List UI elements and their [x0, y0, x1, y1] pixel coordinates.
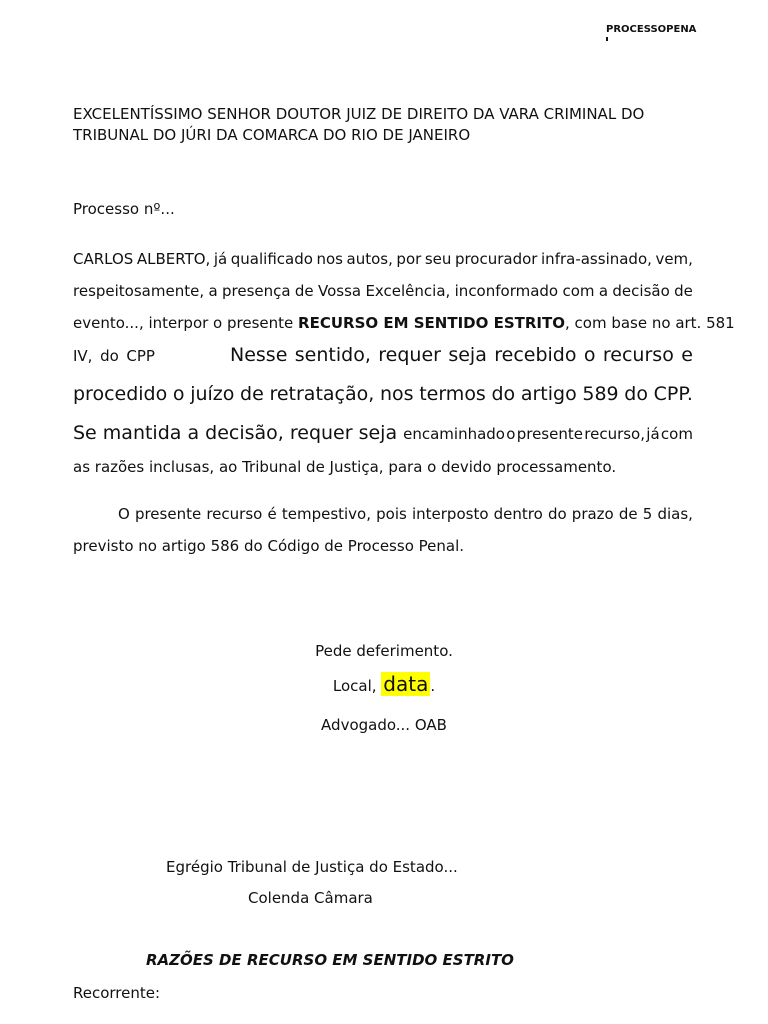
- word: juízo: [190, 383, 235, 405]
- word: retratação,: [269, 383, 375, 405]
- word: seja: [448, 344, 487, 366]
- razoes-title: RAZÕES DE RECURSO EM SENTIDO ESTRITO: [146, 951, 514, 969]
- word: Excelência,: [365, 282, 451, 300]
- line-6-big: Se mantida a decisão, requer seja: [73, 422, 398, 444]
- word: tempestivo,: [281, 505, 372, 523]
- word: artigo: [520, 383, 577, 405]
- paragraph-1-line-1: [73, 248, 693, 280]
- paragraph-2-line-2: previsto no artigo 586 do Código de Processo Penal.: [73, 537, 465, 555]
- word: prazo: [571, 505, 614, 523]
- word: CPP.: [653, 383, 693, 405]
- word: pois: [376, 505, 407, 523]
- local-label: Local,: [332, 677, 377, 695]
- word: dentro: [493, 505, 543, 523]
- word: Nesse: [230, 344, 288, 366]
- word: é: [267, 505, 277, 523]
- word: recurso: [206, 505, 263, 523]
- header-mark-tick: [606, 37, 608, 41]
- word: decisão: [612, 282, 670, 300]
- word: sentido,: [294, 344, 371, 366]
- camara-heading: Colenda Câmara: [248, 889, 373, 907]
- word: infra-assinado,: [541, 250, 652, 268]
- line-4-small: [73, 347, 155, 365]
- word: qualificado: [230, 250, 313, 268]
- line-3-text: evento..., interpor o presente: [73, 314, 294, 332]
- paragraph-1: [73, 248, 735, 344]
- word: com: [660, 425, 693, 443]
- word: procedido: [73, 383, 168, 405]
- word: ALBERTO,: [136, 250, 211, 268]
- pede-deferimento: Pede deferimento.: [315, 642, 453, 660]
- tribunal-heading: Egrégio Tribunal de Justiça do Estado...: [166, 858, 458, 876]
- word: interposto: [411, 505, 489, 523]
- word: nos: [379, 383, 414, 405]
- addressee-line-2: TRIBUNAL DO JÚRI DA COMARCA DO RIO DE JANEIRO: [73, 126, 471, 144]
- paragraph-1-line-4: [73, 344, 693, 366]
- word: presente: [134, 505, 202, 523]
- word: do: [547, 505, 567, 523]
- recorrente-label: Recorrente:: [73, 984, 161, 1002]
- word: respeitosamente,: [73, 282, 205, 300]
- addressee-line-1: EXCELENTÍSSIMO SENHOR DOUTOR JUIZ DE DIREITO DA VARA CRIMINAL DO: [73, 105, 645, 123]
- word: CARLOS: [73, 250, 134, 268]
- word: Vossa: [318, 282, 362, 300]
- word: inconformado: [454, 282, 559, 300]
- word: do: [624, 383, 648, 405]
- word: autos,: [346, 250, 393, 268]
- word: de: [294, 282, 314, 300]
- advogado-oab: Advogado... OAB: [321, 716, 447, 734]
- data-highlight: data: [383, 672, 429, 696]
- word: de: [240, 383, 264, 405]
- paragraph-1-line-3: [73, 312, 735, 344]
- word: O: [118, 505, 130, 523]
- word: encaminhado: [403, 425, 505, 443]
- word: IV,: [73, 347, 93, 365]
- paragraph-1-line-5: [73, 383, 693, 405]
- paragraph-1-line-6: [73, 422, 693, 444]
- word: do: [491, 383, 516, 405]
- local-data: [0, 672, 768, 696]
- word: vem,: [655, 250, 693, 268]
- word: requer: [378, 344, 441, 366]
- word: de: [674, 282, 693, 300]
- word: recurso,: [584, 425, 645, 443]
- local-end: .: [430, 677, 436, 695]
- paragraph-2-line-1: [73, 503, 693, 535]
- paragraph-1-line-2: [73, 280, 693, 312]
- word: termos: [419, 383, 486, 405]
- word: presença: [221, 282, 291, 300]
- paragraph-1-line-7: as razões inclusas, ao Tribunal de Justiça, para o devido processamento.: [73, 458, 617, 476]
- word: nos: [316, 250, 343, 268]
- process-number: Processo nº...: [73, 200, 175, 218]
- word: já: [646, 425, 660, 443]
- word: com: [562, 282, 595, 300]
- word: de: [618, 505, 638, 523]
- word: o: [583, 344, 596, 366]
- word: 589: [582, 383, 619, 405]
- recurso-bold: RECURSO EM SENTIDO ESTRITO: [298, 314, 565, 332]
- line-4-big: [230, 344, 693, 366]
- word: já: [213, 250, 228, 268]
- word: presente: [516, 425, 583, 443]
- word: CPP: [126, 347, 155, 365]
- word: dias,: [657, 505, 693, 523]
- paragraph-2: [73, 503, 693, 567]
- word: a: [598, 282, 609, 300]
- word: procurador: [454, 250, 538, 268]
- word: por: [396, 250, 422, 268]
- line-6-small: [403, 425, 693, 443]
- word: o: [506, 425, 516, 443]
- word: seu: [424, 250, 452, 268]
- word: do: [100, 347, 119, 365]
- word: recebido: [494, 344, 577, 366]
- word: recurso: [602, 344, 674, 366]
- word: a: [208, 282, 218, 300]
- line-3-text-end: , com base no art. 581: [565, 314, 735, 332]
- header-mark-text: PROCESSOPENA: [606, 24, 697, 35]
- word: e: [681, 344, 693, 366]
- header-mark: [606, 24, 696, 41]
- word: 5: [642, 505, 653, 523]
- word: o: [172, 383, 185, 405]
- addressee: [73, 104, 673, 146]
